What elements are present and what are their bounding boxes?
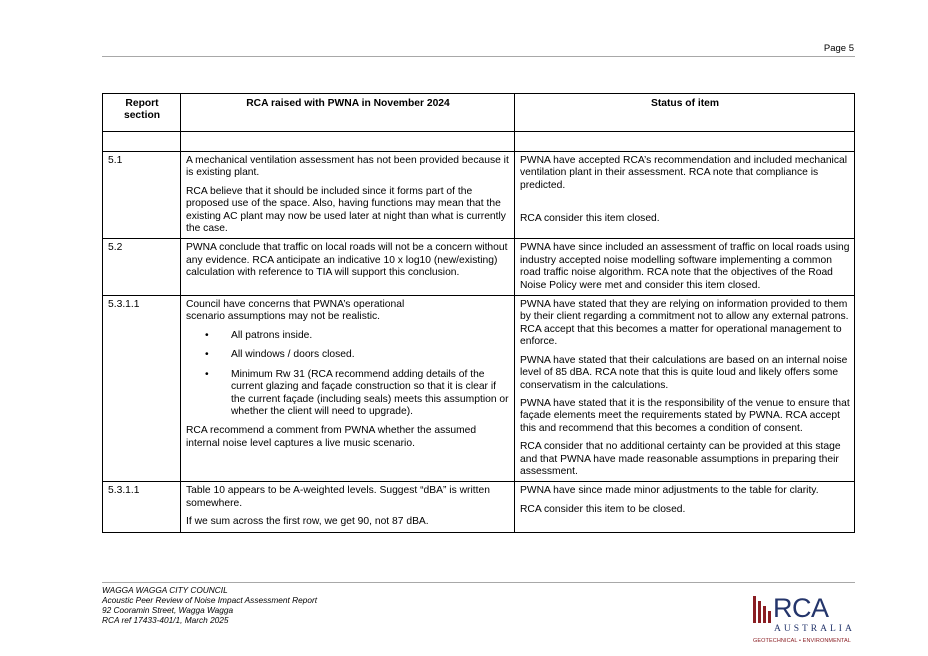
section-cell: 5.1 <box>103 152 181 239</box>
header-status: Status of item <box>515 94 855 132</box>
list-item: • All patrons inside. <box>186 330 510 342</box>
status-paragraph: PWNA have stated that it is the responsibility of the venue to ensure that façade elements meet the requirements stated by PWNA. RCA accept this and recommend that this becomes a condition of consent. <box>520 397 850 434</box>
assumption-list <box>186 330 510 418</box>
raised-paragraph: A mechanical ventilation assessment has not been provided because it is existing plant. <box>186 155 509 179</box>
raised-cell <box>181 152 515 239</box>
raised-paragraph: Table 10 appears to be A-weighted levels. Suggest “dBA” is written somewhere. <box>186 485 490 509</box>
status-cell <box>515 239 855 296</box>
review-table <box>102 93 855 533</box>
section-cell: 5.2 <box>103 239 181 296</box>
footer-divider <box>102 582 855 583</box>
status-cell <box>515 296 855 482</box>
raised-paragraph: Council have concerns that PWNA’s operational scenario assumptions may not be realistic. <box>186 299 405 323</box>
status-paragraph: PWNA have since included an assessment of traffic on local roads using industry accepted noise modelling software implementing a common road traffic noise algorithm. RCA note that the objectives of the Road Noise Policy were met and consider this item closed. <box>520 242 850 291</box>
logo-tagline: GEOTECHNICAL • ENVIRONMENTAL <box>753 638 851 644</box>
status-paragraph: RCA consider this item closed. <box>520 213 660 225</box>
raised-paragraph: PWNA conclude that traffic on local roads will not be a concern without any evidence. RCA anticipate an indicative 10 x log10 (new/existing) calculation with reference to TIA will support this conclusion. <box>186 242 508 279</box>
status-paragraph: RCA consider this item to be closed. <box>520 503 686 515</box>
footer-reference: RCA ref 17433-401/1, March 2025 <box>102 615 229 625</box>
footer-address: 92 Cooramin Street, Wagga Wagga <box>102 605 234 615</box>
logo-subtitle: AUSTRALIA <box>774 624 855 634</box>
raised-cell <box>181 482 515 532</box>
footer-report-title: Acoustic Peer Review of Noise Impact Assessment Report <box>102 595 318 605</box>
status-cell <box>515 152 855 239</box>
header-divider <box>102 56 855 57</box>
raised-cell <box>181 239 515 296</box>
page-number: Page 5 <box>823 43 854 54</box>
status-paragraph: PWNA have stated that their calculations are based on an internal noise level of 85 dBA. RCA note that this is quite loud and likely offers some conservatism in the calculations. <box>520 354 848 391</box>
logo-wordmark: RCA <box>773 593 829 623</box>
rca-australia-logo <box>752 593 856 645</box>
header-report-section: Report section <box>103 94 181 132</box>
raised-paragraph: RCA believe that it should be included since it forms part of the proposed use of the space. Also, having functions may mean that the existing AC plant may now be used later at night than what is currently the case. <box>186 185 506 235</box>
rca-mark-icon <box>752 595 772 623</box>
section-cell: 5.3.1.1 <box>103 296 181 482</box>
status-paragraph: PWNA have stated that they are relying on information provided to them by their client regarding a commitment not to allow any external patrons. RCA accept that this becomes a matter for operational management to enforce. <box>520 299 849 348</box>
table-header-row <box>103 94 855 132</box>
list-item: • All windows / doors closed. <box>186 349 510 361</box>
spacer-cell <box>103 132 181 152</box>
status-paragraph: RCA consider that no additional certainty can be provided at this stage and that PWNA have made reasonable assumptions in preparing their assessment. <box>520 441 841 477</box>
section-cell: 5.3.1.1 <box>103 482 181 532</box>
spacer-cell <box>515 132 855 152</box>
table-spacer-row <box>103 132 855 152</box>
footer-client: WAGGA WAGGA CITY COUNCIL <box>102 585 228 595</box>
list-item: • Minimum Rw 31 (RCA recommend adding details of the current glazing and façade construction so that it is clear if the current façade (including seals) meets this assumption or whether the client will need to upgrade). <box>186 369 510 419</box>
footer-block <box>102 585 317 625</box>
status-paragraph: PWNA have since made minor adjustments to the table for clarity. <box>520 485 819 497</box>
table-row <box>103 239 855 296</box>
status-paragraph: PWNA have accepted RCA’s recommendation and included mechanical ventilation plant in their assessment. RCA note that compliance is predicted. <box>520 155 848 191</box>
raised-paragraph: RCA recommend a comment from PWNA whether the assumed internal noise level captures a live music scenario. <box>186 425 477 449</box>
header-rca-raised: RCA raised with PWNA in November 2024 <box>181 94 515 132</box>
table-row <box>103 482 855 532</box>
spacer-cell <box>181 132 515 152</box>
raised-cell <box>181 296 515 482</box>
status-cell <box>515 482 855 532</box>
table-row <box>103 296 855 482</box>
raised-paragraph: If we sum across the first row, we get 90, not 87 dBA. <box>186 516 429 528</box>
table-row <box>103 152 855 239</box>
